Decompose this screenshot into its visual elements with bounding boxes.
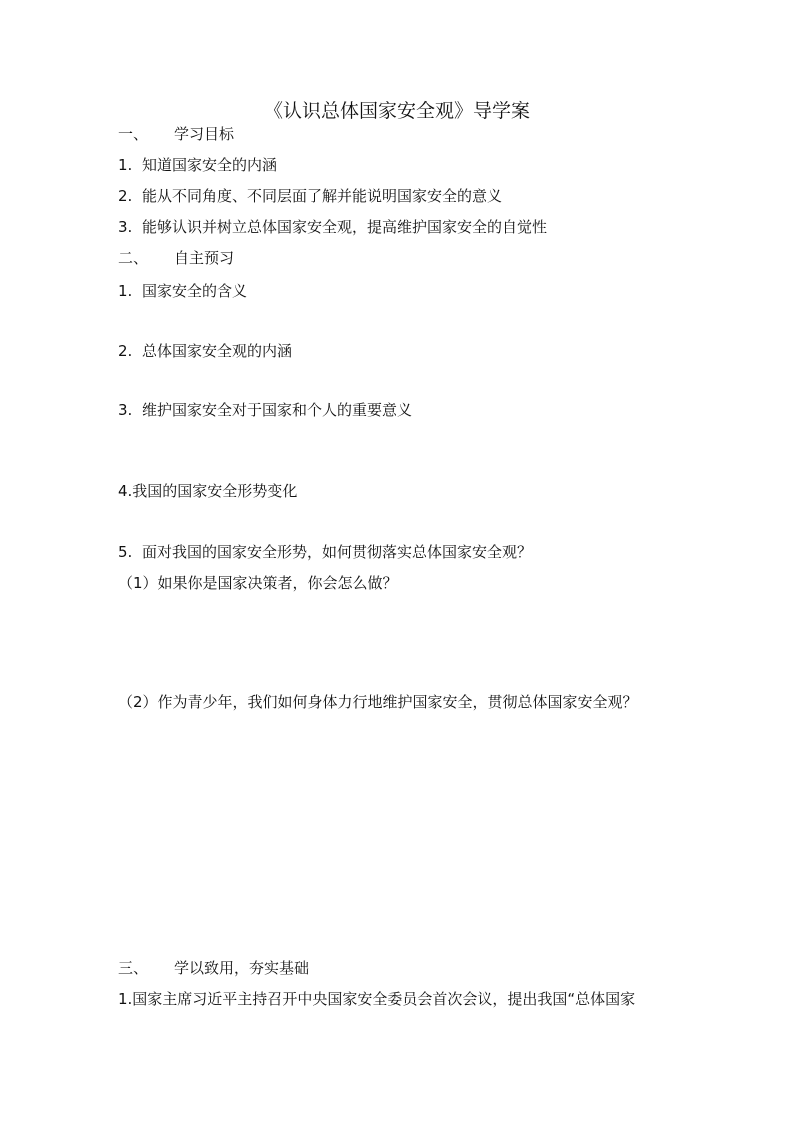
item-number: 1. bbox=[118, 282, 133, 300]
section-2-item-2 bbox=[118, 341, 292, 361]
item-text: 4.我国的国家安全形势变化 bbox=[118, 482, 298, 500]
section-1-item-2 bbox=[118, 186, 502, 206]
item-text: 国家安全的含义 bbox=[142, 282, 248, 300]
subitem-text: （1）如果你是国家决策者，你会怎么做？ bbox=[118, 574, 398, 592]
section-2-item-5 bbox=[118, 542, 532, 562]
document-title: 《认识总体国家安全观》导学案 bbox=[263, 100, 530, 122]
item-number: 1. bbox=[118, 156, 133, 174]
section-1-item-1 bbox=[118, 155, 277, 175]
section-2-subitem-1 bbox=[118, 573, 398, 593]
section-3-number: 三、 bbox=[118, 959, 149, 977]
section-2-heading bbox=[118, 248, 234, 268]
section-3-title: 学以致用，夯实基础 bbox=[174, 959, 310, 977]
item-number: 5. bbox=[118, 543, 133, 561]
section-2-title: 自主预习 bbox=[174, 249, 235, 267]
section-2-item-1 bbox=[118, 281, 247, 301]
item-text: 维护国家安全对于国家和个人的重要意义 bbox=[142, 401, 413, 419]
section-1-title: 学习目标 bbox=[174, 125, 235, 143]
section-2-subitem-2 bbox=[118, 692, 638, 712]
section-1-heading bbox=[118, 124, 234, 144]
item-text: 1.国家主席习近平主持召开中央国家安全委员会首次会议，提出我国“总体国家 bbox=[118, 990, 636, 1008]
item-number: 2. bbox=[118, 342, 133, 360]
item-text: 能够认识并树立总体国家安全观，提高维护国家安全的自觉性 bbox=[142, 218, 548, 236]
section-2-item-4 bbox=[118, 481, 297, 501]
section-2-number: 二、 bbox=[118, 249, 149, 267]
item-text: 知道国家安全的内涵 bbox=[142, 156, 278, 174]
section-3-item-1 bbox=[118, 989, 635, 1009]
item-text: 总体国家安全观的内涵 bbox=[142, 342, 293, 360]
section-1-item-3 bbox=[118, 217, 547, 237]
item-number: 3. bbox=[118, 218, 133, 236]
item-number: 2. bbox=[118, 187, 133, 205]
section-1-number: 一、 bbox=[118, 125, 149, 143]
item-text: 面对我国的国家安全形势，如何贯彻落实总体国家安全观？ bbox=[142, 543, 533, 561]
item-number: 3. bbox=[118, 401, 133, 419]
item-text: 能从不同角度、不同层面了解并能说明国家安全的意义 bbox=[142, 187, 503, 205]
subitem-text: （2）作为青少年，我们如何身体力行地维护国家安全，贯彻总体国家安全观？ bbox=[118, 693, 638, 711]
section-2-item-3 bbox=[118, 400, 412, 420]
section-3-heading bbox=[118, 958, 309, 978]
